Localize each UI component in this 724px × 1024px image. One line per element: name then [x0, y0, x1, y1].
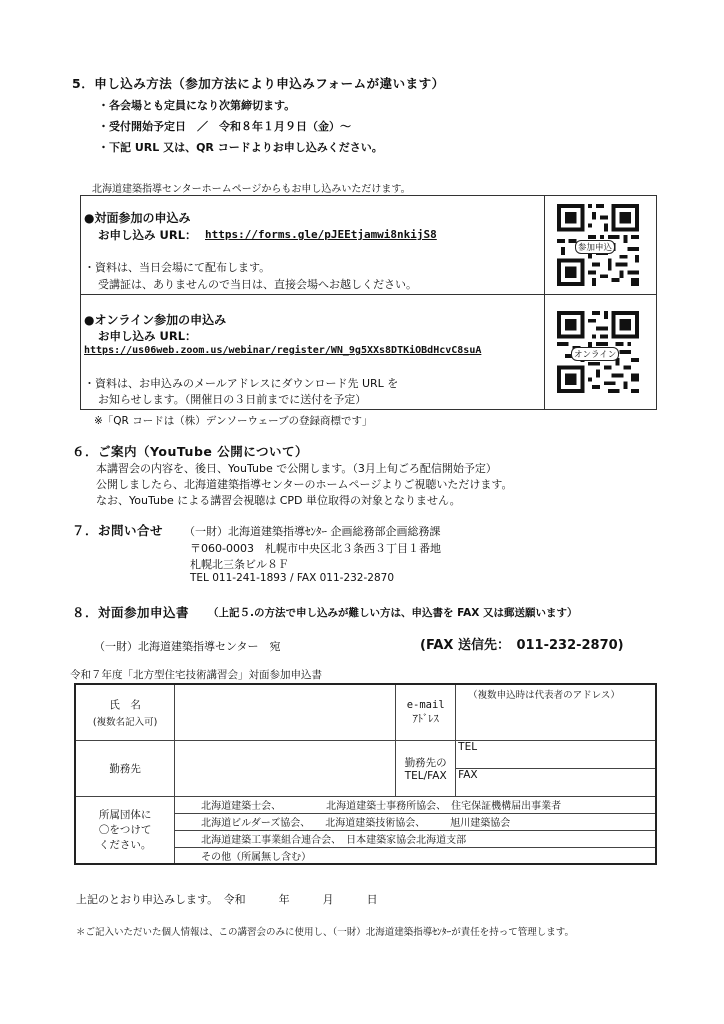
work-field[interactable]: [175, 740, 396, 796]
qr-trademark-note: ※「QR コードは（株）デンソーウェーブの登録商標です」: [94, 415, 373, 427]
section7-heading: ７．お問い合せ: [72, 523, 164, 538]
apply-statement: 上記のとおり申込みします。 令和 年 月 日: [76, 893, 378, 906]
application-form-table: [74, 683, 657, 865]
inperson-url-label: お申し込み URL：: [98, 228, 197, 242]
online-box: [80, 294, 657, 410]
homepage-note: 北海道建築指導センターホームページからもお申し込みいただけます。: [92, 184, 411, 195]
inperson-title: ●対面参加の申込み: [84, 211, 191, 225]
name-field[interactable]: [175, 684, 396, 740]
section6-line-2: 公開しましたら、北海道建築指導センターのホームページよりご視聴いただけます。: [96, 478, 513, 491]
email-label-2: ｱﾄﾞﾚｽ: [412, 712, 439, 725]
tel-label: TEL: [458, 740, 478, 753]
inperson-text-1: ・資料は、当日会場にて配布します。: [84, 261, 271, 274]
work-telfax-label: 勤務先の: [404, 756, 447, 769]
email-note: （複数申込時は代表者のアドレス）: [468, 690, 620, 701]
fax-number: (FAX 送信先： 011-232-2870): [420, 638, 624, 653]
section5-bullet-1: ・各会場とも定員になり次第締切ます。: [98, 99, 296, 112]
group-option-2[interactable]: 北海道ビルダーズ協会、 北海道建築技術協会、 旭川建築協会: [175, 813, 656, 830]
inperson-qr-code[interactable]: [557, 204, 639, 286]
contact-address-1: 〒060-0003 札幌市中央区北３条西３丁目１番地: [190, 542, 441, 555]
group-label-2: 〇をつけて: [98, 824, 152, 837]
inperson-text-2: 受講証は、ありませんので当日は、直接会場へお越しください。: [98, 278, 417, 291]
contact-tel-fax: TEL 011-241-1893 / FAX 011-232-2870: [190, 572, 395, 584]
section8-heading: ８．対面参加申込書: [72, 605, 190, 620]
section5-bullet-3: ・下記 URL 又は、QR コードよりお申し込みください。: [98, 141, 383, 154]
online-qr-code[interactable]: [557, 311, 639, 393]
fax-label: FAX: [458, 768, 478, 781]
section6-line-1: 本講習会の内容を、後日、YouTube で公開します。（3月上旬ごろ配信開始予定）: [96, 462, 497, 475]
section6-line-3: なお、YouTube による講習会視聴は CPD 単位取得の対象となりません。: [96, 494, 461, 507]
online-text-2: お知らせします。（開催日の３日前までに送付を予定）: [98, 393, 367, 406]
email-label-cell: [396, 684, 456, 740]
inperson-qr-label: 参加申込: [575, 240, 615, 254]
work-label-cell: [75, 740, 175, 796]
group-label-1: 所属団体に: [98, 809, 152, 822]
group-label-3: ください。: [98, 839, 152, 852]
email-label: e-mail: [406, 698, 445, 711]
email-field[interactable]: [456, 684, 656, 740]
tel-field[interactable]: [456, 740, 656, 768]
contact-address-2: 札幌北三条ビル８Ｆ: [190, 558, 289, 571]
section6-heading: ６．ご案内（YouTube 公開について）: [72, 444, 308, 459]
group-label-cell: [75, 796, 175, 864]
name-sublabel: (複数名記入可): [92, 716, 158, 728]
group-option-1[interactable]: 北海道建築士会、 北海道建築士事務所協会、 住宅保証機構届出事業者: [175, 796, 656, 813]
group-option-4[interactable]: その他（所属無し含む）: [175, 847, 656, 864]
online-title: ●オンライン参加の申込み: [84, 313, 227, 327]
online-url-label: お申し込み URL：: [98, 329, 197, 343]
name-label-cell: [75, 684, 175, 740]
work-label: 勤務先: [109, 762, 141, 775]
group-option-3[interactable]: 北海道建築工事業組合連合会、 日本建築家協会北海道支部: [175, 830, 656, 847]
online-text-1: ・資料は、お申込みのメールアドレスにダウンロード先 URL を: [84, 377, 399, 390]
work-telfax-label-cell: [396, 740, 456, 796]
section8-heading-note: （上記５.の方法で申し込みが難しい方は、申込書を FAX 又は郵送願います）: [208, 607, 578, 619]
contact-org: （一財）北海道建築指導ｾﾝﾀｰ 企画総務部企画総務課: [184, 525, 441, 538]
fax-field[interactable]: [456, 768, 656, 796]
section5-bullet-2: ・受付開始予定日 ／ 令和８年１月９日（金）～: [98, 120, 351, 133]
inperson-box: [80, 195, 657, 295]
online-qr-label: オンライン: [571, 347, 619, 361]
name-label: 氏 名: [109, 698, 141, 711]
section5-heading: 5．申し込み方法（参加方法により申込みフォームが違います）: [72, 76, 445, 91]
form-recipient: （一財）北海道建築指導センター 宛: [94, 640, 281, 653]
privacy-note: ＊ご記入いただいた個人情報は、この講習会のみに使用し、（一財）北海道建築指導ｾﾝﾀｰが責任を持って管理します。: [76, 927, 574, 938]
form-title: 令和７年度「北方型住宅技術講習会」対面参加申込書: [70, 669, 322, 681]
online-url-link[interactable]: https://us06web.zoom.us/webinar/register/WN_9g5XXs8DTKiOBdHcvC8suA: [84, 345, 482, 356]
inperson-url-link[interactable]: https://forms.gle/pJEEtjamwi8nkijS8: [205, 228, 437, 241]
work-telfax-label-2: TEL/FAX: [404, 769, 447, 782]
